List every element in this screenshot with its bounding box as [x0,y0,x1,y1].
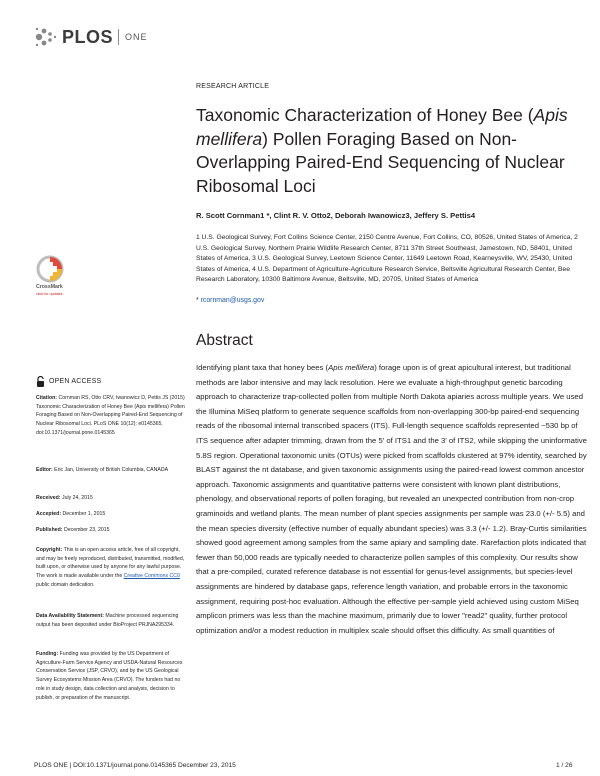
citation-label: Citation: [36,395,58,401]
title-italic: Apis mellifera [196,105,568,149]
abstract-p2: ) forage upon is of great apicultural interest, but traditional methods are labor intensive and may lack resolution. Here we evaluate a high-throughput genetic barcoding approach to characterize trap-collected pollen from multiple North Dakota apiaries across multiple years. We used the Illumina MiSeq platform to generate sequence scaffolds from non-overlapping 300-bp paired-end sequencing reads of the ribosomal internal transcribed spacers (ITS). Full-length sequence scaffolds represented ~530 bp of ITS sequence after adapter trimming, drawn from the 5' of ITS1 and the 3' of ITS2, while skipping the uninformative 5.8S region. Operational taxonomic units (OTUs) were picked from scaffolds clustered at 97% identity, searched by BLAST against the nt database, and given taxonomic assignments using the paired-read lowest common ancestor approach. Taxonomic assignments and quantitative patterns were consistent with known plant distributions, phenology, and observational reports of pollen foraging, but revealed an unexpected contribution from non-crop graminoids and wetland plants. The mean number of plant species assignments per sample was 23.0 (+/- 5.5) and the mean species diversity (effective number of equally abundant species) was 3.3 (+/- 1.2). Bray-Curtis similarities showed good agreement among samples from the same apiary and sampling date. Rarefaction plots indicated that fewer than 50,000 reads are typically needed to characterize pollen samples of this complexity. Our results show that a pre-compiled, curated reference database is not essential for genus-level assignments, but species-level assignments are hindered by database gaps, reference length variation, and probable errors in the taxonomic assignment, requiring post-hoc evaluation. Although the effective per-sample yield achieved using custom MiSeq amplicon primers was less than the machine maximum, primarily due to lower "read2" quality, further protocol optimization and/or a modest reduction in multiplex scale should offset this difficulty. As small quantities of [196,363,587,635]
published-label: Published: [36,527,63,533]
editor-label: Editor: [36,467,53,473]
corresponding-email [196,297,264,304]
received-text: July 24, 2015 [61,495,93,501]
crossmark-icon[interactable] [36,255,64,283]
data-availability-label: Data Availability Statement: [36,613,104,619]
received-label: Received: [36,495,61,501]
brand-name: PLOS [62,26,114,47]
affiliations: 1 U.S. Geological Survey, Fort Collins Science Center, 2150 Centre Avenue, Fort Collins, CO, 80526, United States of America, 2 U.S. Geological Survey, Northern Prairie Wildlife Research Center, 8711 37th Street Southeast, Jamestown, ND, 58401, United States of America, 3 U.S. Geological Survey, Leetown Science Center, 11649 Leetown Road, Kearneysville, WV, 25430, United States of America, 4 U.S. Department of Agriculture-Agriculture Research Service, Beltsville Agricultural Research Center, Bee Research Laboratory, 10300 Baltimore Avenue, Beltsville, MD, 20705, United States of America [196,234,578,284]
email-link[interactable]: rcornman@usgs.gov [200,297,265,304]
accepted-block [36,510,186,519]
published-text: December 23, 2015 [63,527,110,533]
footer-citation: PLOS ONE | DOI:10.1371/journal.pone.0145365 December 23, 2015 [34,762,236,769]
article-title: Taxonomic Characterization of Honey Bee (Apis mellifera) Pollen Foraging Based on Non-Overlapping Paired-End Sequencing of Nuclear Ribosomal Loci [196,105,568,196]
logo-divider [118,29,119,45]
plos-logo-mark-icon [34,26,60,48]
copyright-text: This is an open access article, free of all copyright, and may be freely reproduced, distributed, transmitted, modified, built upon, or otherwise used by anyone for any lawful purpose. The work is made available under the [36,547,185,580]
title-part2: ) Pollen Foraging Based on Non-Overlapping Paired-End Sequencing of Nuclear Ribosomal Loci [196,128,565,196]
copyright-block [36,546,186,590]
data-availability-block [36,612,186,629]
copyright-tail: public domain dedication. [36,581,95,588]
crossmark-sublabel[interactable]: click for updates [36,292,63,296]
editor-block [36,466,186,475]
open-access-label: OPEN ACCESS [49,378,102,385]
accepted-text: December 1, 2015 [62,511,106,517]
cc0-link[interactable]: Creative Commons CC0 [123,573,180,580]
editor-text: Eric Jan, University of British Columbia, CANADA [54,467,169,473]
published-block [36,526,186,535]
email-marker: * [196,297,199,304]
citation-block [36,394,186,438]
funding-block [36,650,186,702]
plos-logo [34,26,148,48]
abstract-italic: Apis mellifera [328,363,375,372]
data-availability-text: Machine processed sequencing output has been deposited under BioProject PRJNA295334. [36,613,179,628]
article-type: RESEARCH ARTICLE [196,83,270,90]
copyright-label: Copyright: [36,547,63,553]
abstract-body [196,361,588,638]
author-list: R. Scott Cornman1 *, Clint R. V. Otto2, Deborah Iwanowicz3, Jeffery S. Pettis4 [196,211,476,220]
open-lock-icon [36,376,45,387]
funding-text: Funding was provided by the US Department of Agriculture-Farm Service Agency and USDA-Natural Resources Conservation Service (JSP, CRVO), and by the US Geological Survey Ecosystems Mission Area (CRVO). The funders had no role in study design, data collection and analysis, decision to publish, or preparation of the manuscript. [36,651,183,701]
open-access-badge [36,376,101,387]
abstract-heading: Abstract [196,332,253,349]
journal-name: ONE [125,32,148,42]
abstract-p1: Identifying plant taxa that honey bees ( [196,363,329,372]
citation-text: Cornman RS, Otto CRV, Iwanowicz D, Pettis JS (2015) Taxonomic Characterization of Honey Bee (Apis mellifera) Pollen Foraging Based on Non-Overlapping Paired-End Sequencing of Nuclear Ribosomal Loci. PLoS ONE 10(12): e0145365. doi:10.1371/journal.pone.0145365 [36,395,185,436]
page-number: 1 / 26 [556,762,573,769]
received-block [36,494,186,503]
crossmark-label: CrossMark [36,284,63,290]
funding-label: Funding: [36,651,59,657]
accepted-label: Accepted: [36,511,62,517]
title-part1: Taxonomic Characterization of Honey Bee [196,105,523,125]
